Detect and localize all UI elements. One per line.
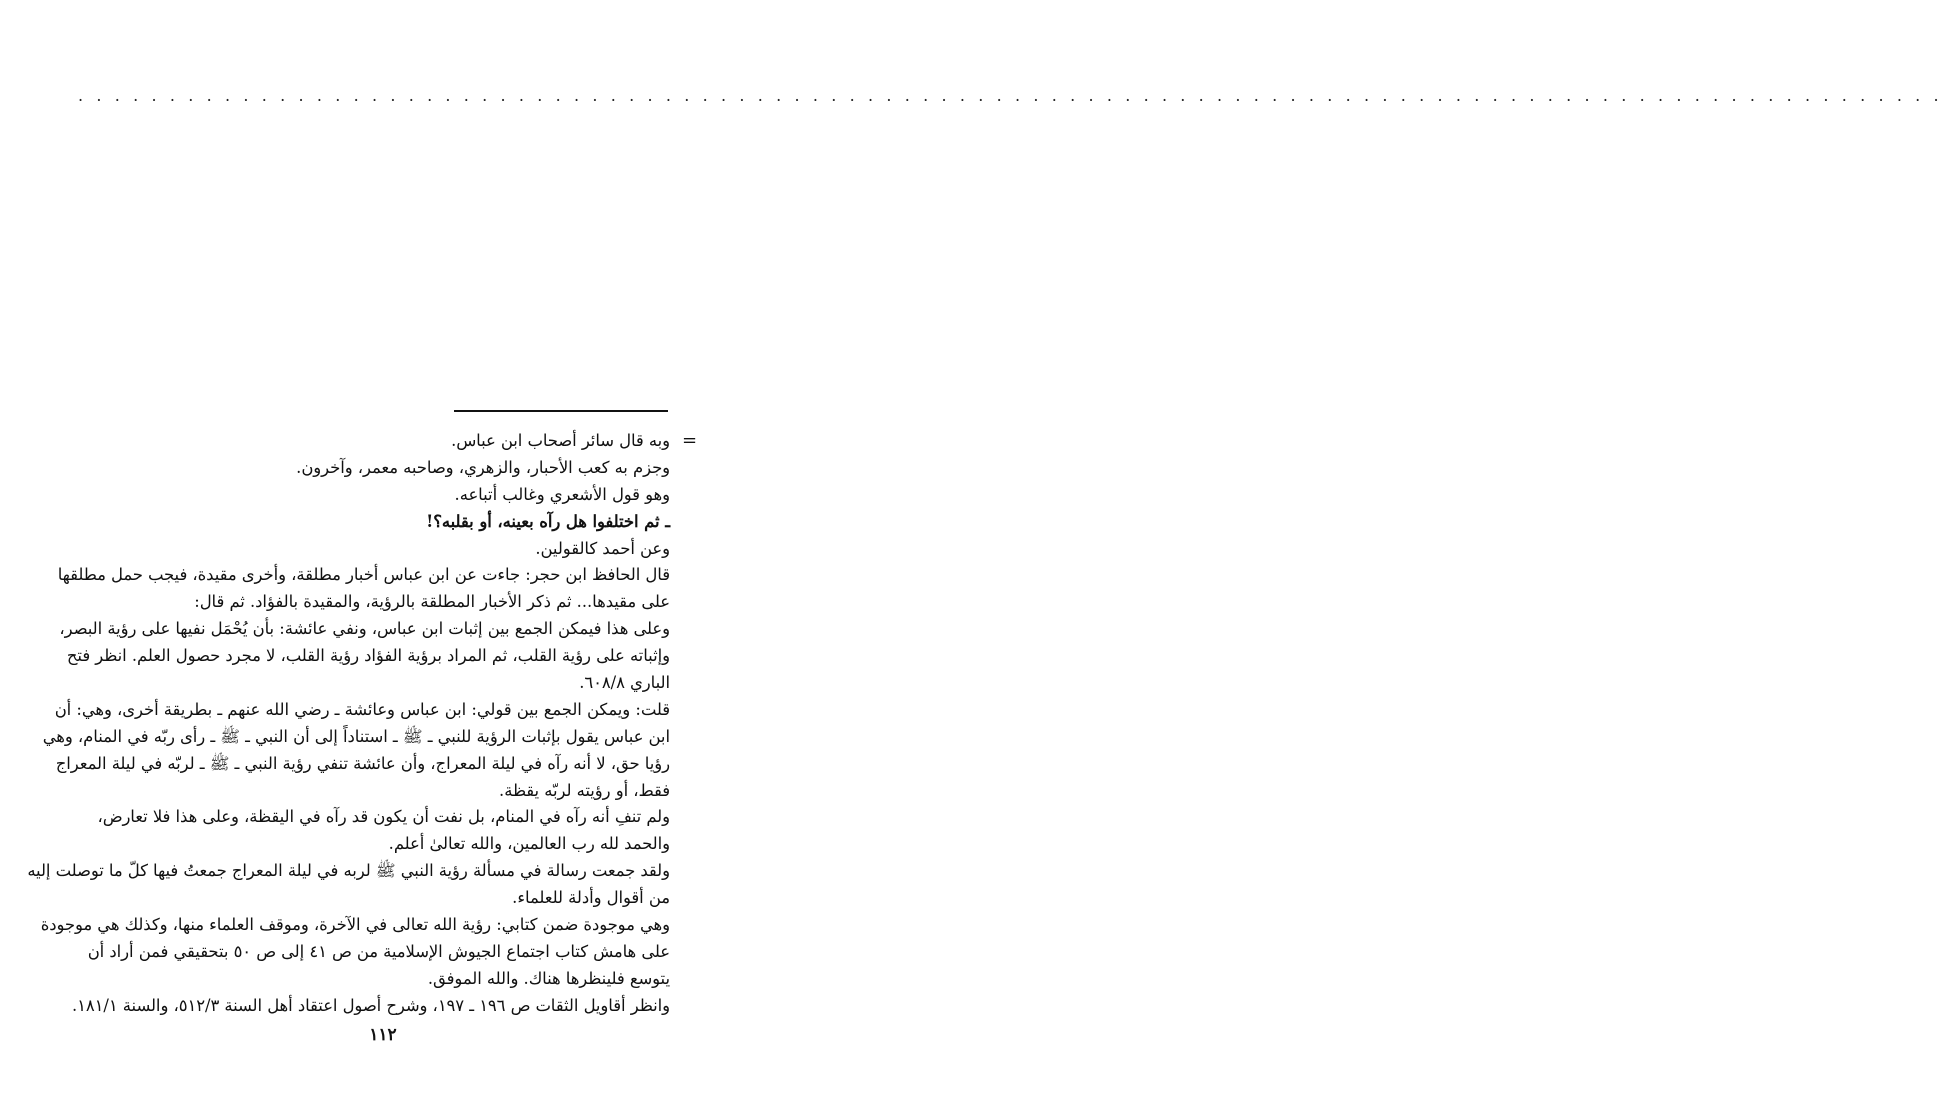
footnote-line: وإثباته على رؤية القلب، ثم المراد برؤية الفؤاد رؤية القلب، لا مجرد حصول العلم. انظر فتح <box>66 646 670 666</box>
footnote-line: وعن أحمد كالقولين. <box>535 538 670 558</box>
footnote-line: ابن عباس يقول بإثبات الرؤية للنبي ـ ﷺ ـ استناداً إلى أن النبي ـ ﷺ ـ رأى ربّه في المنام، وهي <box>42 726 670 746</box>
footnote-line: وجزم به كعب الأحبار، والزهري، وصاحبه معمر، وآخرون. <box>296 457 670 477</box>
footnote-line: الباري ٦٠٨/٨. <box>579 673 670 693</box>
footnote-line: ولقد جمعت رسالة في مسألة رؤية النبي ﷺ لربه في ليلة المعراج جمعتُ فيها كلّ ما توصلت إليه <box>27 861 670 881</box>
header-dotted-line: . . . . . . . . . . . . . . . . . . . . . . . . . . . . . . . . . . . . . . . . . . . . . . . . . . . . . . . . . . . . . . . . . . . . . . . . . . . . . . . . . . . . . . . . . . . . . . . . . . . . . . <box>78 86 1943 105</box>
footnote-line: يتوسع فلينظرها هناك. والله الموفق. <box>427 968 670 988</box>
footnote-line: على هامش كتاب اجتماع الجيوش الإسلامية من ص ٤١ إلى ص ٥٠ بتحقيقي فمن أراد أن <box>87 941 670 961</box>
footnote-line: على مقيدها... ثم ذكر الأخبار المطلقة بالرؤية، والمقيدة بالفؤاد. ثم قال: <box>194 592 670 612</box>
footnote-line: قال الحافظ ابن حجر: جاءت عن ابن عباس أخبار مطلقة، وأخرى مقيدة، فيجب حمل مطلقها <box>57 565 670 585</box>
footnote-line-heading: ـ ثم اختلفوا هل رآه بعينه، أو بقلبه؟! <box>426 511 670 531</box>
footnote-line: وبه قال سائر أصحاب ابن عباس. <box>451 431 670 450</box>
footnote-line: رؤيا حق، لا أنه رآه في ليلة المعراج، وأن عائشة تنفي رؤية النبي ـ ﷺ ـ لربّه في ليلة المعراج <box>55 753 670 773</box>
footnote-line: وعلى هذا فيمكن الجمع بين إثبات ابن عباس، ونفي عائشة: بأن يُحْمَل نفيها على رؤية البصر، <box>59 619 670 639</box>
footnote-line: من أقوال وأدلة للعلماء. <box>512 888 670 908</box>
footnote-line: ولم تنفِ أنه رآه في المنام، بل نفت أن يكون قد رآه في اليقظة، وعلى هذا فلا تعارض، <box>97 807 670 827</box>
footnote-body <box>27 428 670 1020</box>
page-number: ١١٢ <box>369 1025 397 1045</box>
footnote-line: وهي موجودة ضمن كتابي: رؤية الله تعالى في الآخرة، وموقف العلماء منها، وكذلك هي موجودة <box>40 915 670 935</box>
footnote-continuation-mark: = <box>682 430 698 451</box>
footnote-line: وهو قول الأشعري وغالب أتباعه. <box>454 484 670 504</box>
footnote-separator-rule <box>454 410 668 412</box>
footnote-line: قلت: ويمكن الجمع بين قولي: ابن عباس وعائشة ـ رضي الله عنهم ـ بطريقة أخرى، وهي: أن <box>54 699 670 719</box>
footnote-line: وانظر أقاويل الثقات ص ١٩٦ ـ ١٩٧، وشرح أصول اعتقاد أهل السنة ٥١٢/٣، والسنة ١٨١/١. <box>71 995 670 1015</box>
footnote-line: فقط، أو رؤيته لربّه يقظة. <box>499 780 670 800</box>
footnote-line: والحمد لله رب العالمين، والله تعالىٰ أعلم. <box>388 834 670 854</box>
